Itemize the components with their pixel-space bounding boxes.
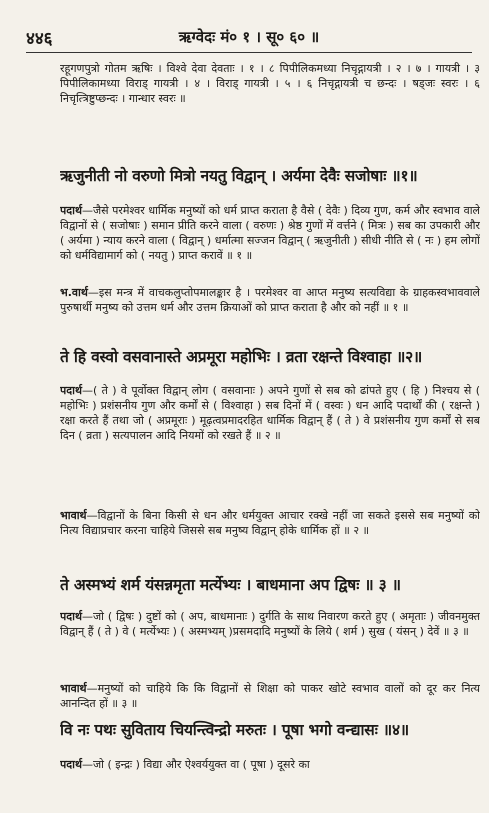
bhavartha-text: —इस मन्त्र में वाचकलुप्तोपमालङ्कार है । परमेश्वर वा आप्त मनुष्य सत्यविद्या के ग्राहकस्वभाववाले पुरुषार्थी मनुष्य को उत्तम धर्म और उत्तम क्रियाओं को प्राप्त कराता है और को नहीं ॥ १ ॥ <box>60 286 480 314</box>
bhavartha-label: भावार्थ <box>60 509 87 522</box>
padartha-label: पदार्थ <box>60 204 82 217</box>
padartha-text: —( ते ) वे पूर्वोक्त विद्वान् लोग ( वसवानाः ) अपने गुणों से सब को ढांपते हुए ( हि ) निश्चय से ( महोभिः ) प्रशंसनीय गुण और कर्मों से ( विश्वाहा ) सब दिनों में ( वस्वः ) धन आदि पदार्थों की ( रक्षन्ते ) रक्षा करते हैं तथा जो ( अप्रमूराः ) मूढ़त्वप्रमादरहित धार्मिक विद्वान् हैं ( ते ) वे प्रशंसनीय गुण कर्मों से सब दिन ( व्रता ) सत्यपालन आदि नियमों को रखते हैं ॥ २ ॥ <box>60 384 480 442</box>
padartha-label: पदार्थ <box>60 384 82 397</box>
page-header <box>26 26 472 48</box>
mantra-1: ऋजुनीती नो वरुणो मित्रो नयतु विद्वान् । अर्यमा देवैः सजोषाः ॥१॥ <box>60 167 418 185</box>
bhavartha-label: भावार्थ <box>60 682 87 695</box>
padartha-label: पदार्थ <box>60 610 82 623</box>
page-number: ४४६ <box>26 29 53 49</box>
mantra-3: ते अस्मभ्यं शर्म यंसन्नमृता मर्त्येभ्यः । बाधमाना अप द्विषः ॥ ३ ॥ <box>60 576 401 594</box>
padartha-text: —जैसे परमेश्वर धार्मिक मनुष्यों को धर्म प्राप्त कराता है वैसे ( देवैः ) दिव्य गुण, कर्म और स्वभाव वाले विद्वानों से ( सजोषाः ) समान प्रीति करने वाला ( वरुणः ) श्रेष्ठ गुणों में वर्त्तने ( मित्रः ) सब का उपकारी और ( अर्यमा ) न्याय करने वाला ( विद्वान् ) धर्मात्मा सज्जन विद्वान् ( ऋजुनीती ) सीधी नीति से ( नः ) हम लोगों को धर्मविद्यामार्ग को ( नयतु ) प्राप्त करावें ॥ १ ॥ <box>60 204 480 262</box>
running-title: ऋग्वेदः मं० १ । सू० ६० ॥ <box>178 28 320 46</box>
padartha-text: —जो ( इन्द्रः ) विद्या और ऐश्वर्ययुक्त वा ( पूषा ) दूसरे का <box>81 758 310 771</box>
bhavartha-label: भ.वार्थ <box>60 286 88 299</box>
padartha-text: —जो ( द्विषः ) दुष्टों को ( अप, बाधमानाः ) दुर्गति के साथ निवारण करते हुए ( अमृताः ) जीवनमुक्त विद्वान् हैं ( ते ) वे ( मर्त्येभ्यः ) ( अस्मभ्यम् )प्रसमदादि मनुष्यों के लिये ( शर्म ) सुख ( यंसन् ) देवें ॥ ३ ॥ <box>60 610 480 638</box>
bhavartha-2 <box>60 508 480 568</box>
padartha-4 <box>60 757 480 791</box>
padartha-1 <box>60 203 480 281</box>
padartha-2 <box>60 383 480 503</box>
padartha-label: पदार्थ <box>60 758 82 771</box>
preamble-text: रहूगणपुत्रो गोतम ऋषिः । विश्वे देवा देवताः । १ । ८ पिपीलिकमध्या निचृद्गायत्री । २ । ७ । गायत्री । ३ पिपीलिकामध्या विराड् गायत्री । ४ । विराड् गायत्री । ५ । ६ निचृद्गायत्री च छन्दः । षड्जः स्वरः । ६ निचृत्त्रिष्टुप्छन्दः । गान्धार स्वरः ॥ <box>60 62 480 105</box>
bhavartha-1 <box>60 285 480 345</box>
preamble-block <box>60 61 480 161</box>
bhavartha-3 <box>60 681 480 715</box>
mantra-2: ते हि वस्वो वसवानास्ते अप्रमूरा महोभिः । व्रता रक्षन्ते विश्वाहा ॥२॥ <box>60 348 423 366</box>
mantra-4: वि नः पथः सुविताय चियन्त्विन्द्रो मरुतः । पूषा भगो वन्द्यासः ॥४॥ <box>60 721 409 739</box>
padartha-3 <box>60 609 480 677</box>
header-rule <box>26 52 472 53</box>
bhavartha-text: —विद्वानों के बिना किसी से धन और धर्मयुक्त आचार रक्खे नहीं जा सकते इससे सब मनुष्यों को नित्य विद्याप्रचार करना चाहिये जिससे सब मनुष्य विद्वान् होके धार्मिक हों ॥ २ ॥ <box>60 509 480 537</box>
bhavartha-text: —मनुष्यों को चाहिये कि कि विद्वानों से शिक्षा को पाकर खोटे स्वभाव वालों को दूर कर नित्य आनन्दित हों ॥ ३ ॥ <box>60 682 480 710</box>
